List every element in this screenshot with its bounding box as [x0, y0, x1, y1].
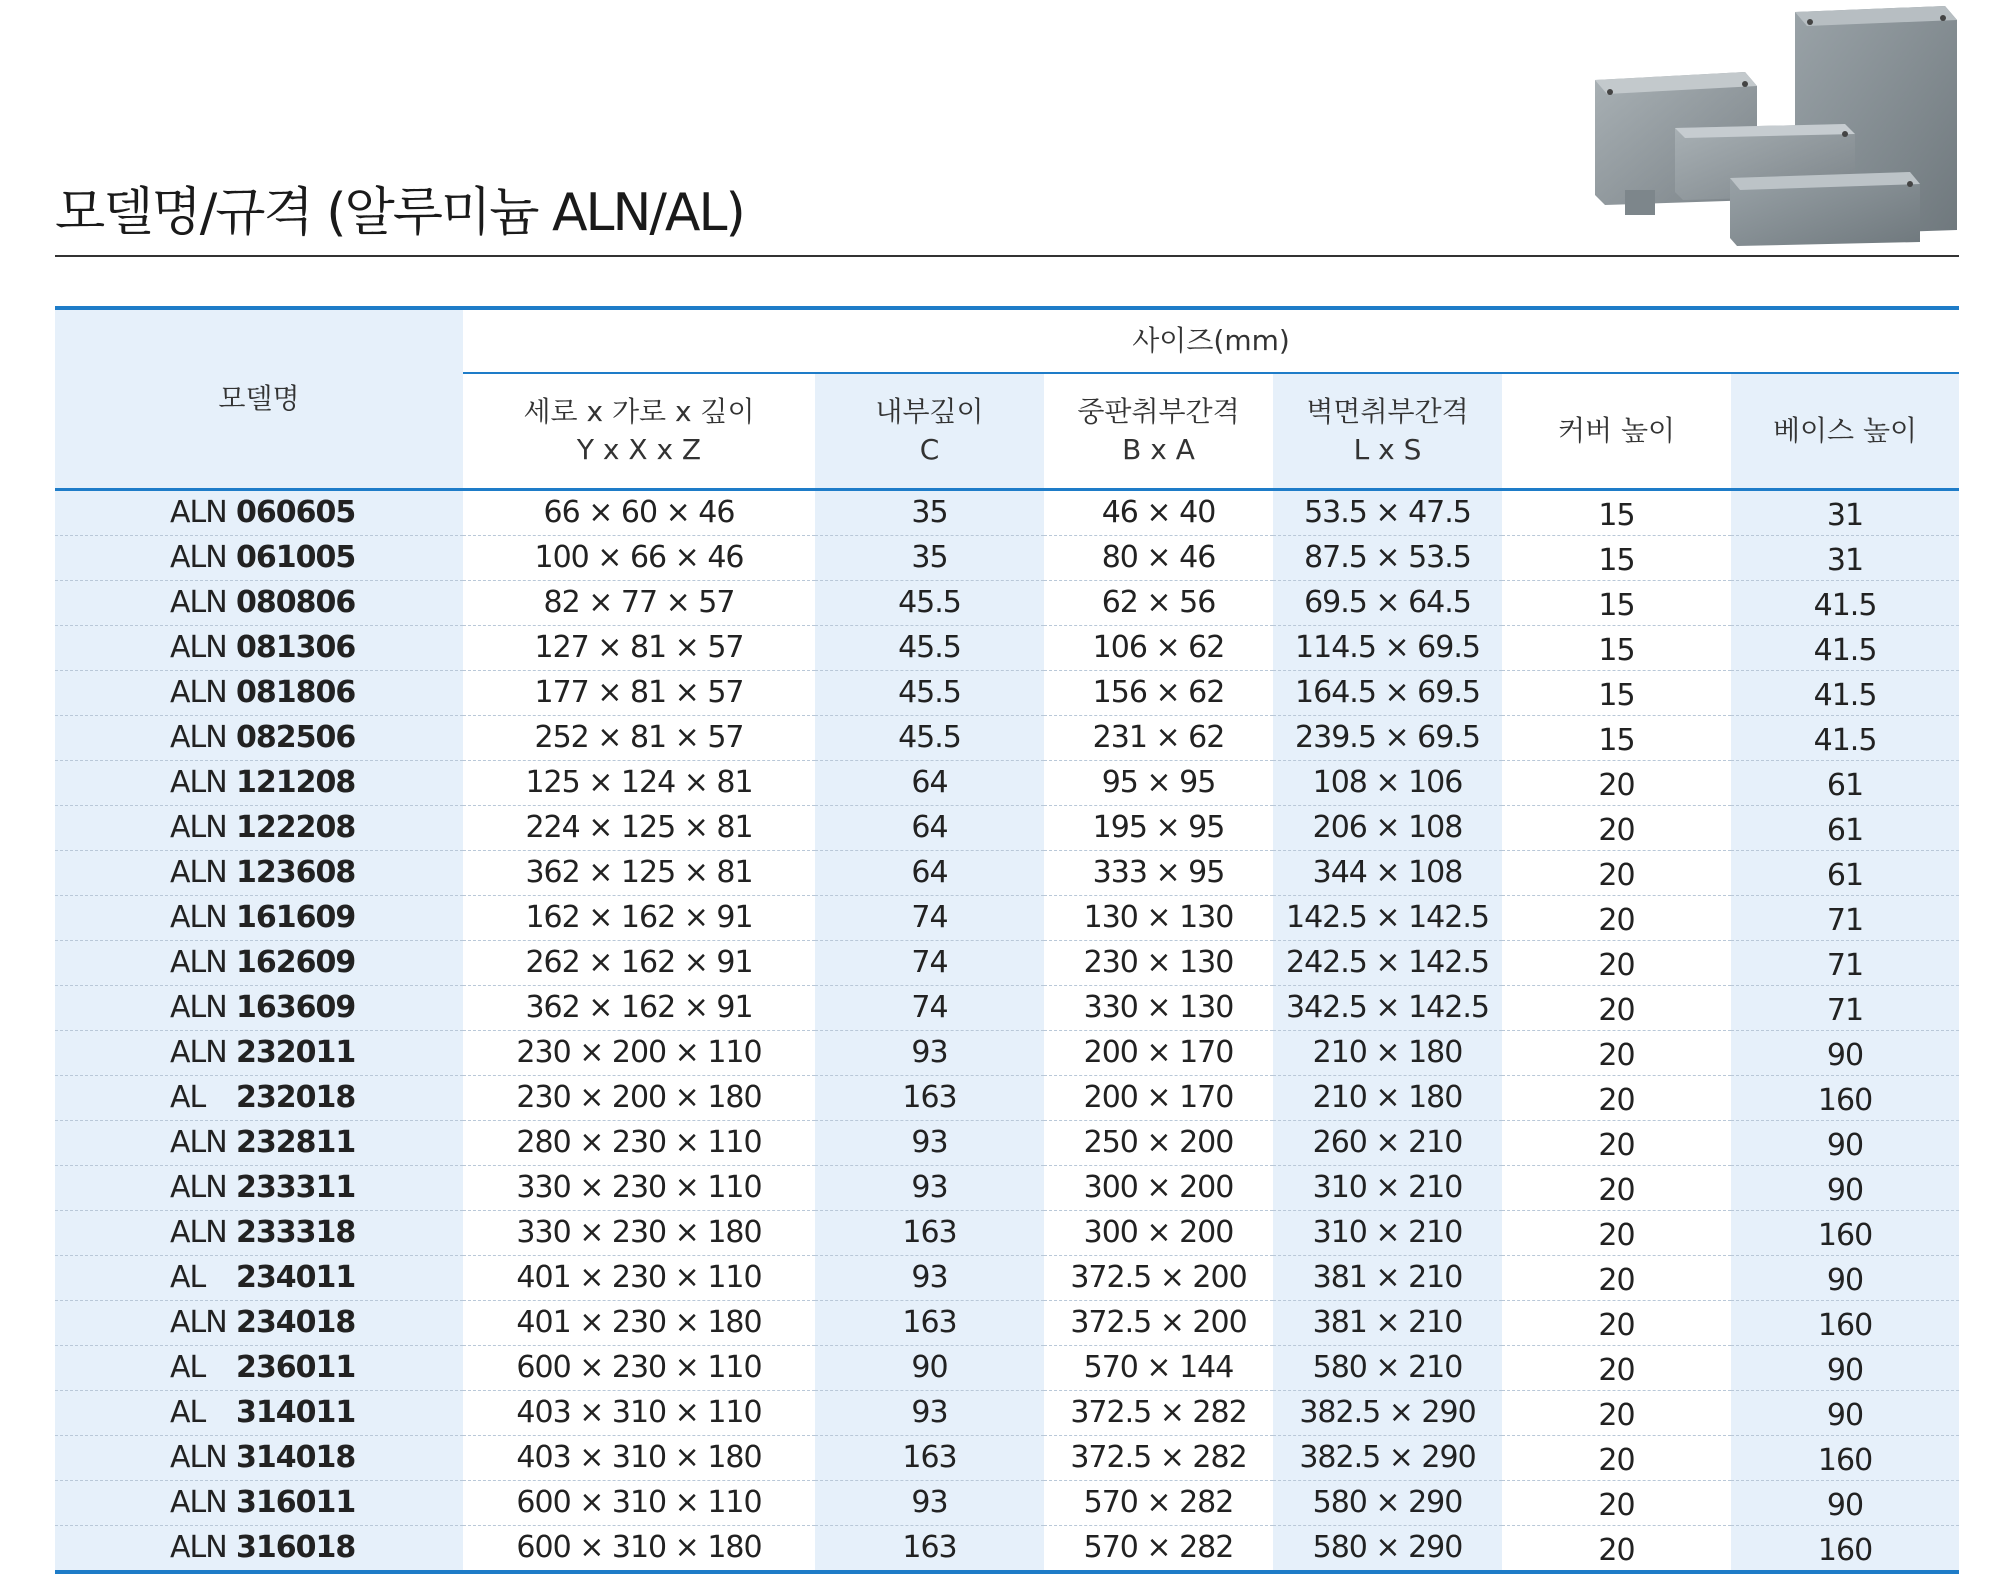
cell-cover-height: 20 — [1502, 1481, 1731, 1526]
model-prefix: ALN — [170, 1485, 227, 1520]
cell-wall-spacing: 580 × 210 — [1273, 1346, 1502, 1391]
cell-inner-depth: 64 — [815, 761, 1044, 806]
cell-inner-depth: 35 — [815, 490, 1044, 536]
cell-mount-spacing: 156 × 62 — [1044, 671, 1273, 716]
model-number: 314018 — [236, 1440, 356, 1475]
cell-mount-spacing: 570 × 144 — [1044, 1346, 1273, 1391]
cell-model — [55, 761, 463, 806]
cell-inner-depth: 93 — [815, 1391, 1044, 1436]
model-number: 082506 — [236, 720, 356, 755]
cell-wall-spacing: 342.5 × 142.5 — [1273, 986, 1502, 1031]
cell-mount-spacing: 200 × 170 — [1044, 1076, 1273, 1121]
enclosure-product-image — [1565, 0, 1965, 250]
table-row — [55, 626, 1959, 671]
model-number: 233311 — [236, 1170, 356, 1205]
cell-inner-depth: 163 — [815, 1076, 1044, 1121]
cell-base-height: 90 — [1731, 1166, 1959, 1211]
cell-cover-height: 20 — [1502, 806, 1731, 851]
cell-dimensions: 66 × 60 × 46 — [463, 490, 815, 536]
model-number: 234011 — [236, 1260, 356, 1295]
cell-wall-spacing: 210 × 180 — [1273, 1076, 1502, 1121]
cell-cover-height: 20 — [1502, 1526, 1731, 1573]
cell-mount-spacing: 130 × 130 — [1044, 896, 1273, 941]
cell-mount-spacing: 333 × 95 — [1044, 851, 1273, 896]
cell-mount-spacing: 250 × 200 — [1044, 1121, 1273, 1166]
cell-base-height: 160 — [1731, 1076, 1959, 1121]
cell-base-height: 90 — [1731, 1031, 1959, 1076]
cell-base-height: 71 — [1731, 896, 1959, 941]
cell-base-height: 31 — [1731, 490, 1959, 536]
cell-inner-depth: 90 — [815, 1346, 1044, 1391]
cell-cover-height: 20 — [1502, 1076, 1731, 1121]
model-number: 232011 — [236, 1035, 356, 1070]
model-prefix: ALN — [170, 900, 227, 935]
model-prefix: ALN — [170, 1170, 227, 1205]
cell-mount-spacing: 372.5 × 200 — [1044, 1301, 1273, 1346]
model-number: 161609 — [236, 900, 356, 935]
header-base-height: 베이스 높이 — [1731, 373, 1959, 489]
cell-model — [55, 896, 463, 941]
cell-dimensions: 162 × 162 × 91 — [463, 896, 815, 941]
cell-wall-spacing: 206 × 108 — [1273, 806, 1502, 851]
cell-wall-spacing: 210 × 180 — [1273, 1031, 1502, 1076]
table-row — [55, 1076, 1959, 1121]
cell-model — [55, 1076, 463, 1121]
model-number: 314011 — [236, 1395, 356, 1430]
model-prefix: ALN — [170, 675, 227, 710]
cell-dimensions: 401 × 230 × 110 — [463, 1256, 815, 1301]
cell-inner-depth: 93 — [815, 1121, 1044, 1166]
cell-cover-height: 20 — [1502, 1211, 1731, 1256]
cell-model — [55, 716, 463, 761]
cell-base-height: 41.5 — [1731, 626, 1959, 671]
cell-base-height: 41.5 — [1731, 716, 1959, 761]
cell-inner-depth: 45.5 — [815, 581, 1044, 626]
cell-model — [55, 1121, 463, 1166]
cell-wall-spacing: 108 × 106 — [1273, 761, 1502, 806]
cell-cover-height: 20 — [1502, 1166, 1731, 1211]
cell-base-height: 41.5 — [1731, 671, 1959, 716]
cell-model — [55, 671, 463, 716]
cell-base-height: 160 — [1731, 1301, 1959, 1346]
cell-wall-spacing: 381 × 210 — [1273, 1256, 1502, 1301]
cell-base-height: 90 — [1731, 1481, 1959, 1526]
cell-mount-spacing: 300 × 200 — [1044, 1211, 1273, 1256]
cell-mount-spacing: 62 × 56 — [1044, 581, 1273, 626]
cell-mount-spacing: 372.5 × 282 — [1044, 1391, 1273, 1436]
cell-model — [55, 1391, 463, 1436]
cell-mount-spacing: 80 × 46 — [1044, 536, 1273, 581]
cell-dimensions: 252 × 81 × 57 — [463, 716, 815, 761]
cell-inner-depth: 93 — [815, 1166, 1044, 1211]
model-prefix: ALN — [170, 1305, 227, 1340]
cell-inner-depth: 93 — [815, 1031, 1044, 1076]
cell-inner-depth: 64 — [815, 851, 1044, 896]
cell-inner-depth: 74 — [815, 986, 1044, 1031]
cell-dimensions: 125 × 124 × 81 — [463, 761, 815, 806]
cell-wall-spacing: 310 × 210 — [1273, 1211, 1502, 1256]
cell-dimensions: 230 × 200 × 180 — [463, 1076, 815, 1121]
cell-dimensions: 230 × 200 × 110 — [463, 1031, 815, 1076]
model-number: 316018 — [236, 1530, 356, 1565]
cell-dimensions: 127 × 81 × 57 — [463, 626, 815, 671]
cell-mount-spacing: 230 × 130 — [1044, 941, 1273, 986]
header-cover-height: 커버 높이 — [1502, 373, 1731, 489]
table-row — [55, 581, 1959, 626]
cell-model — [55, 1436, 463, 1481]
cell-wall-spacing: 382.5 × 290 — [1273, 1436, 1502, 1481]
header-model: 모델명 — [55, 308, 463, 490]
model-number: 163609 — [236, 990, 356, 1025]
cell-inner-depth: 163 — [815, 1436, 1044, 1481]
cell-base-height: 61 — [1731, 851, 1959, 896]
cell-cover-height: 20 — [1502, 1031, 1731, 1076]
table-row — [55, 1166, 1959, 1211]
model-prefix: AL — [170, 1260, 206, 1295]
cell-base-height: 31 — [1731, 536, 1959, 581]
cell-wall-spacing: 382.5 × 290 — [1273, 1391, 1502, 1436]
cell-model — [55, 1211, 463, 1256]
model-number: 122208 — [236, 810, 356, 845]
model-number: 232018 — [236, 1080, 356, 1115]
cell-inner-depth: 74 — [815, 941, 1044, 986]
model-prefix: AL — [170, 1350, 206, 1385]
table-row — [55, 1391, 1959, 1436]
cell-model — [55, 1301, 463, 1346]
spec-table — [55, 306, 1959, 1574]
model-prefix: AL — [170, 1395, 206, 1430]
cell-inner-depth: 93 — [815, 1256, 1044, 1301]
model-prefix: ALN — [170, 720, 227, 755]
cell-model — [55, 851, 463, 896]
cell-cover-height: 20 — [1502, 1121, 1731, 1166]
cell-model — [55, 1346, 463, 1391]
cell-wall-spacing: 164.5 × 69.5 — [1273, 671, 1502, 716]
table-row — [55, 1346, 1959, 1391]
model-prefix: ALN — [170, 945, 227, 980]
header-dimensions: 세로 x 가로 x 깊이 Y x X x Z — [463, 373, 815, 489]
title-divider — [55, 255, 1959, 257]
table-row — [55, 1031, 1959, 1076]
model-number: 234018 — [236, 1305, 356, 1340]
cell-inner-depth: 45.5 — [815, 671, 1044, 716]
table-row — [55, 490, 1959, 536]
model-number: 080806 — [236, 585, 356, 620]
model-number: 060605 — [236, 495, 356, 530]
cell-wall-spacing: 114.5 × 69.5 — [1273, 626, 1502, 671]
cell-mount-spacing: 330 × 130 — [1044, 986, 1273, 1031]
model-prefix: ALN — [170, 1125, 227, 1160]
model-number: 316011 — [236, 1485, 356, 1520]
cell-mount-spacing: 46 × 40 — [1044, 490, 1273, 536]
model-number: 121208 — [236, 765, 356, 800]
cell-cover-height: 20 — [1502, 1391, 1731, 1436]
model-prefix: ALN — [170, 1440, 227, 1475]
cell-wall-spacing: 142.5 × 142.5 — [1273, 896, 1502, 941]
model-number: 233318 — [236, 1215, 356, 1250]
table-row — [55, 536, 1959, 581]
cell-base-height: 160 — [1731, 1436, 1959, 1481]
table-row — [55, 671, 1959, 716]
cell-cover-height: 20 — [1502, 986, 1731, 1031]
table-row — [55, 941, 1959, 986]
cell-wall-spacing: 344 × 108 — [1273, 851, 1502, 896]
table-row — [55, 1481, 1959, 1526]
table-row — [55, 806, 1959, 851]
cell-mount-spacing: 195 × 95 — [1044, 806, 1273, 851]
page-title: 모델명/규격 (알루미늄 ALN/AL) — [55, 183, 744, 243]
model-prefix: ALN — [170, 810, 227, 845]
cell-mount-spacing: 300 × 200 — [1044, 1166, 1273, 1211]
cell-cover-height: 15 — [1502, 581, 1731, 626]
cell-base-height: 90 — [1731, 1346, 1959, 1391]
table-row — [55, 1256, 1959, 1301]
cell-model — [55, 581, 463, 626]
cell-model — [55, 1526, 463, 1573]
table-row — [55, 986, 1959, 1031]
cell-inner-depth: 163 — [815, 1526, 1044, 1573]
cell-base-height: 71 — [1731, 941, 1959, 986]
table-row — [55, 1301, 1959, 1346]
model-number: 081306 — [236, 630, 356, 665]
cell-cover-height: 20 — [1502, 1346, 1731, 1391]
cell-model — [55, 1031, 463, 1076]
cell-dimensions: 403 × 310 × 180 — [463, 1436, 815, 1481]
cell-base-height: 61 — [1731, 806, 1959, 851]
cell-base-height: 160 — [1731, 1211, 1959, 1256]
model-prefix: ALN — [170, 540, 227, 575]
cell-dimensions: 362 × 125 × 81 — [463, 851, 815, 896]
cell-dimensions: 330 × 230 × 110 — [463, 1166, 815, 1211]
model-prefix: AL — [170, 1080, 206, 1115]
table-row — [55, 896, 1959, 941]
model-prefix: ALN — [170, 990, 227, 1025]
cell-model — [55, 536, 463, 581]
header-size: 사이즈(mm) — [463, 308, 1959, 373]
cell-model — [55, 1256, 463, 1301]
table-row — [55, 1121, 1959, 1166]
model-prefix: ALN — [170, 1215, 227, 1250]
cell-dimensions: 330 × 230 × 180 — [463, 1211, 815, 1256]
cell-cover-height: 20 — [1502, 941, 1731, 986]
cell-cover-height: 20 — [1502, 1436, 1731, 1481]
cell-model — [55, 626, 463, 671]
cell-dimensions: 600 × 230 × 110 — [463, 1346, 815, 1391]
cell-dimensions: 82 × 77 × 57 — [463, 581, 815, 626]
cell-cover-height: 15 — [1502, 490, 1731, 536]
cell-dimensions: 600 × 310 × 110 — [463, 1481, 815, 1526]
cell-dimensions: 401 × 230 × 180 — [463, 1301, 815, 1346]
cell-mount-spacing: 95 × 95 — [1044, 761, 1273, 806]
cell-inner-depth: 163 — [815, 1211, 1044, 1256]
table-row — [55, 716, 1959, 761]
cell-base-height: 61 — [1731, 761, 1959, 806]
model-prefix: ALN — [170, 1035, 227, 1070]
cell-wall-spacing: 381 × 210 — [1273, 1301, 1502, 1346]
cell-model — [55, 1166, 463, 1211]
cell-cover-height: 20 — [1502, 851, 1731, 896]
table-row — [55, 851, 1959, 896]
cell-cover-height: 15 — [1502, 671, 1731, 716]
cell-wall-spacing: 87.5 × 53.5 — [1273, 536, 1502, 581]
cell-inner-depth: 163 — [815, 1301, 1044, 1346]
cell-dimensions: 280 × 230 × 110 — [463, 1121, 815, 1166]
cell-cover-height: 15 — [1502, 716, 1731, 761]
cell-mount-spacing: 570 × 282 — [1044, 1481, 1273, 1526]
cell-inner-depth: 45.5 — [815, 716, 1044, 761]
cell-dimensions: 224 × 125 × 81 — [463, 806, 815, 851]
cell-inner-depth: 45.5 — [815, 626, 1044, 671]
model-prefix: ALN — [170, 1530, 227, 1565]
cell-dimensions: 177 × 81 × 57 — [463, 671, 815, 716]
model-number: 061005 — [236, 540, 356, 575]
table-row — [55, 1211, 1959, 1256]
cell-model — [55, 986, 463, 1031]
table-row — [55, 1526, 1959, 1573]
cell-base-height: 71 — [1731, 986, 1959, 1031]
header-wall-spacing: 벽면취부간격 L x S — [1273, 373, 1502, 489]
cell-dimensions: 600 × 310 × 180 — [463, 1526, 815, 1573]
cell-cover-height: 20 — [1502, 1256, 1731, 1301]
cell-wall-spacing: 239.5 × 69.5 — [1273, 716, 1502, 761]
cell-mount-spacing: 570 × 282 — [1044, 1526, 1273, 1573]
model-prefix: ALN — [170, 855, 227, 890]
cell-inner-depth: 74 — [815, 896, 1044, 941]
model-prefix: ALN — [170, 765, 227, 800]
cell-wall-spacing: 69.5 × 64.5 — [1273, 581, 1502, 626]
cell-wall-spacing: 260 × 210 — [1273, 1121, 1502, 1166]
cell-base-height: 160 — [1731, 1526, 1959, 1573]
cell-model — [55, 490, 463, 536]
cell-cover-height: 15 — [1502, 626, 1731, 671]
model-number: 162609 — [236, 945, 356, 980]
cell-cover-height: 20 — [1502, 896, 1731, 941]
cell-base-height: 90 — [1731, 1256, 1959, 1301]
cell-dimensions: 262 × 162 × 91 — [463, 941, 815, 986]
cell-dimensions: 100 × 66 × 46 — [463, 536, 815, 581]
model-prefix: ALN — [170, 495, 227, 530]
model-prefix: ALN — [170, 585, 227, 620]
cell-cover-height: 15 — [1502, 536, 1731, 581]
table-row — [55, 761, 1959, 806]
model-number: 081806 — [236, 675, 356, 710]
cell-cover-height: 20 — [1502, 761, 1731, 806]
header-inner-depth: 내부깊이 C — [815, 373, 1044, 489]
cell-model — [55, 941, 463, 986]
cell-mount-spacing: 372.5 × 282 — [1044, 1436, 1273, 1481]
cell-inner-depth: 64 — [815, 806, 1044, 851]
cell-base-height: 41.5 — [1731, 581, 1959, 626]
cell-wall-spacing: 580 × 290 — [1273, 1481, 1502, 1526]
cell-dimensions: 362 × 162 × 91 — [463, 986, 815, 1031]
cell-model — [55, 1481, 463, 1526]
header-mount-spacing: 중판취부간격 B x A — [1044, 373, 1273, 489]
model-prefix: ALN — [170, 630, 227, 665]
cell-base-height: 90 — [1731, 1121, 1959, 1166]
cell-dimensions: 403 × 310 × 110 — [463, 1391, 815, 1436]
cell-inner-depth: 93 — [815, 1481, 1044, 1526]
cell-wall-spacing: 310 × 210 — [1273, 1166, 1502, 1211]
table-row — [55, 1436, 1959, 1481]
cell-mount-spacing: 106 × 62 — [1044, 626, 1273, 671]
cell-cover-height: 20 — [1502, 1301, 1731, 1346]
model-number: 236011 — [236, 1350, 356, 1385]
cell-base-height: 90 — [1731, 1391, 1959, 1436]
model-number: 123608 — [236, 855, 356, 890]
cell-wall-spacing: 242.5 × 142.5 — [1273, 941, 1502, 986]
cell-mount-spacing: 200 × 170 — [1044, 1031, 1273, 1076]
cell-wall-spacing: 53.5 × 47.5 — [1273, 490, 1502, 536]
cell-model — [55, 806, 463, 851]
cell-mount-spacing: 372.5 × 200 — [1044, 1256, 1273, 1301]
cell-inner-depth: 35 — [815, 536, 1044, 581]
cell-mount-spacing: 231 × 62 — [1044, 716, 1273, 761]
model-number: 232811 — [236, 1125, 356, 1160]
cell-wall-spacing: 580 × 290 — [1273, 1526, 1502, 1573]
